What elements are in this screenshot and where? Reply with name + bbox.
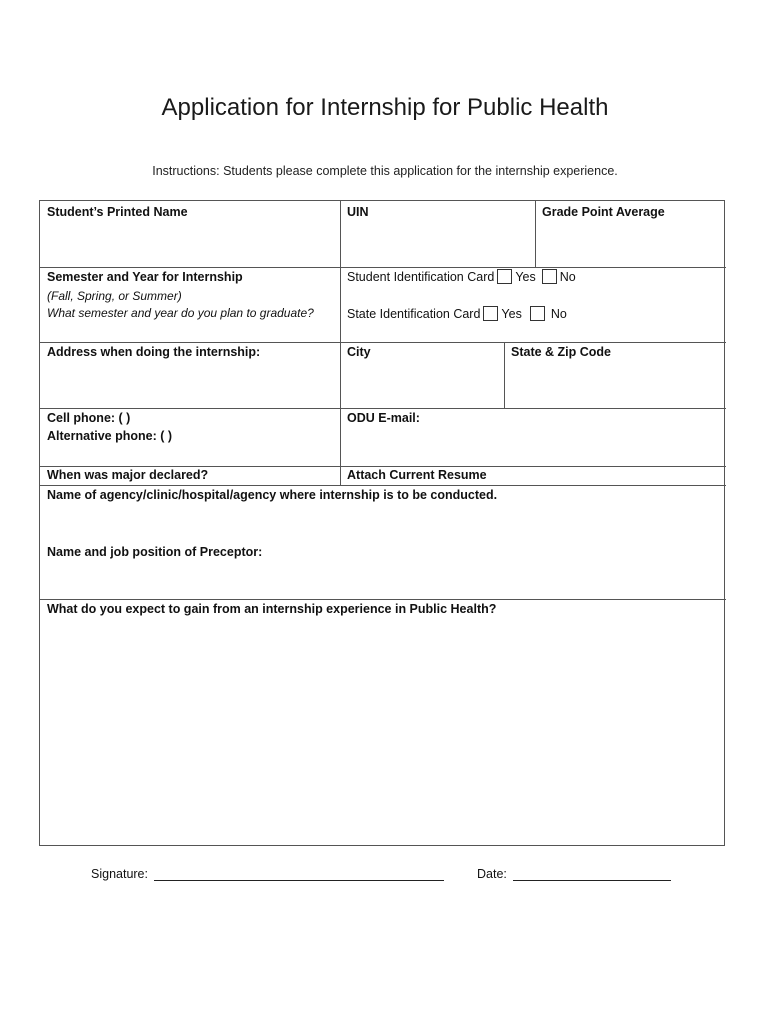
odu-email-field[interactable]: ODU E-mail:	[347, 411, 420, 425]
date-row	[477, 866, 671, 881]
yes-label: Yes	[515, 270, 536, 284]
student-name-field[interactable]: Student’s Printed Name	[47, 205, 188, 219]
column-divider	[504, 342, 505, 408]
expectations-field[interactable]: What do you expect to gain from an internship experience in Public Health?	[47, 602, 497, 616]
agency-field[interactable]: Name of agency/clinic/hospital/agency where internship is to be conducted.	[47, 488, 498, 502]
signature-label: Signature:	[91, 867, 148, 881]
alt-phone-field[interactable]: Alternative phone: ( )	[47, 429, 173, 443]
state-id-card-row	[347, 305, 567, 323]
state-id-yes-checkbox[interactable]	[483, 306, 498, 321]
no-label: No	[550, 307, 567, 321]
yes-label: Yes	[501, 307, 522, 321]
semester-hint: (Fall, Spring, or Summer)	[47, 289, 182, 303]
major-declared-field[interactable]: When was major declared?	[47, 468, 209, 482]
state-zip-field[interactable]: State & Zip Code	[511, 345, 612, 359]
gpa-field[interactable]: Grade Point Average	[542, 205, 665, 219]
application-form	[39, 200, 725, 846]
attach-resume-field[interactable]: Attach Current Resume	[347, 468, 487, 482]
state-id-no-checkbox[interactable]	[530, 306, 545, 321]
uin-field[interactable]: UIN	[347, 205, 369, 219]
student-id-card-row	[347, 268, 576, 286]
preceptor-field[interactable]: Name and job position of Preceptor:	[47, 545, 263, 559]
column-divider	[535, 201, 536, 267]
date-label: Date:	[477, 867, 507, 881]
semester-year-field[interactable]: Semester and Year for Internship	[47, 270, 243, 284]
page-title: Application for Internship for Public Health	[161, 94, 609, 121]
state-id-card-label: State Identification Card	[347, 307, 481, 321]
city-field[interactable]: City	[347, 345, 371, 359]
student-id-card-label: Student Identification Card	[347, 270, 495, 284]
instructions-text: Instructions: Students please complete this application for the internship experience.	[152, 164, 618, 178]
student-id-yes-checkbox[interactable]	[497, 269, 512, 284]
signature-row	[91, 866, 444, 881]
signature-line[interactable]	[154, 866, 444, 881]
graduate-hint: What semester and year do you plan to graduate?	[47, 306, 314, 320]
address-field[interactable]: Address when doing the internship:	[47, 345, 261, 359]
student-id-no-checkbox[interactable]	[542, 269, 557, 284]
column-divider	[340, 201, 341, 485]
no-label: No	[559, 270, 576, 284]
date-line[interactable]	[513, 866, 671, 881]
cell-phone-field[interactable]: Cell phone: ( )	[47, 411, 131, 425]
